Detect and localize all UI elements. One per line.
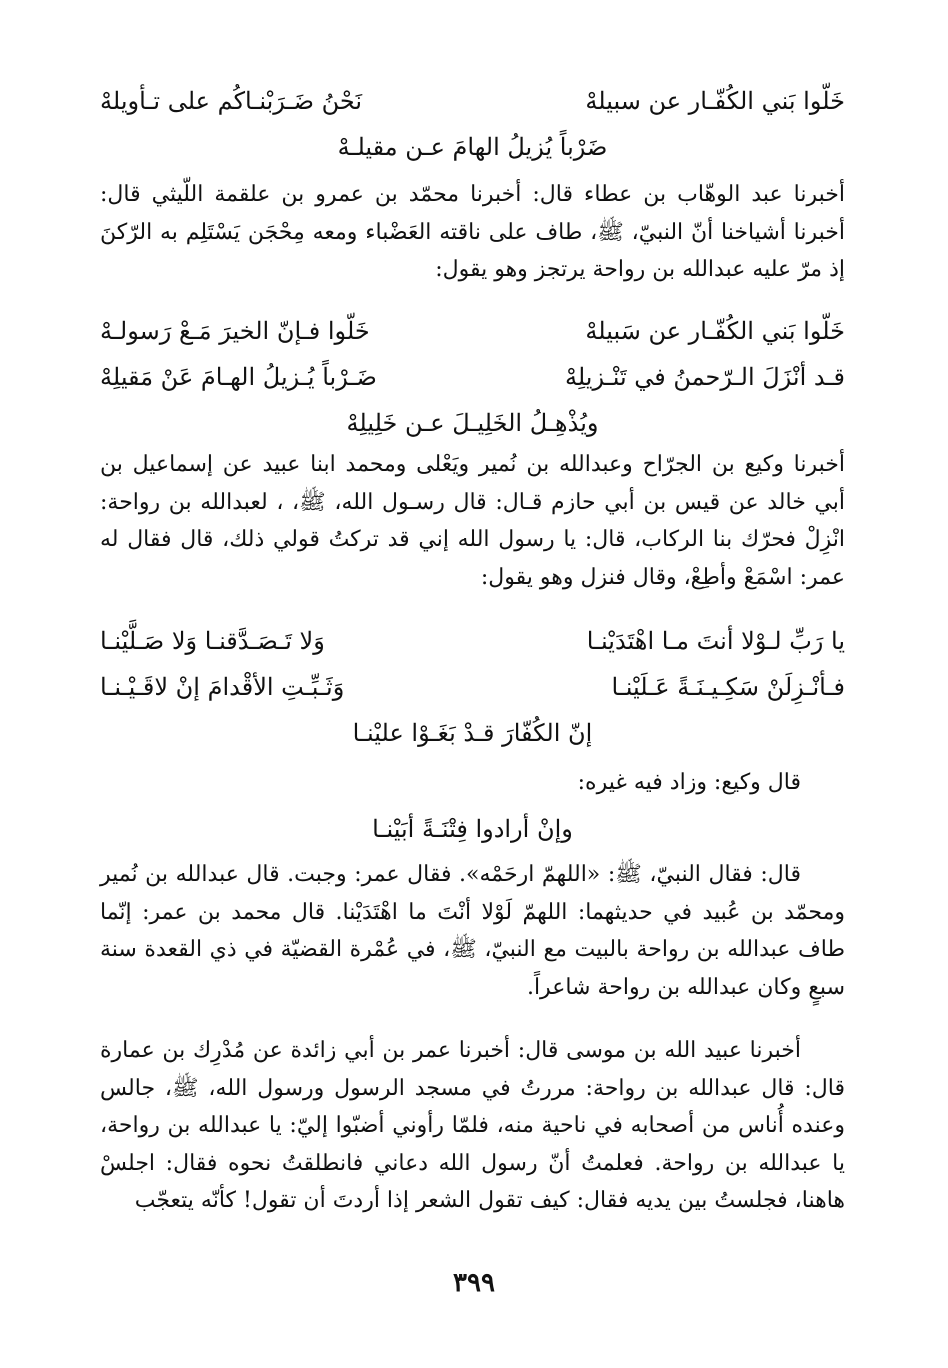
verse-line: وإنْ أرادوا فِتْنَـةً أبَيْنـا <box>372 815 573 843</box>
verse-line <box>100 354 845 400</box>
poem-2 <box>100 308 845 446</box>
verse-line: إنّ الكُفّارَ قـدْ بَغَـوْا عليْنـا <box>352 719 593 747</box>
paragraph-text: أخبرنا عبد الوهّاب بن عطاء قال: أخبرنا محمّد بن عمرو بن علقمة اللّيثي قال: أخبرنا أشياخنا أنّ النبيّ، ﷺ، طاف على ناقته العَضْباء ومعه مِحْجَن يَسْتَلِم به الرّكنَ إذ مرّ عليه عبدالله بن رواحة يرتجز وهو يقول: <box>100 182 846 282</box>
paragraph-5 <box>100 1032 845 1220</box>
paragraph-text: قال وكيع: وزاد فيه غيره: <box>577 770 801 795</box>
hemistich: وَلا تَـصَـدَّقنـا وَلا صَـلَّيْنـا <box>100 627 325 655</box>
hemistich: قـد أنْزَلَ الـرّحمنُ في تَنْـزيلِهْ <box>564 363 845 391</box>
paragraph-text: أخبرنا عبيد الله بن موسى قال: أخبرنا عمر بن أبي زائدة عن مُدْرِك بن عمارة قال: قال عبدالله بن رواحة: مررتُ في مسجد الرسول ورسول الله، ﷺ، جالس وعنده أُناس من أصحابه في ناحية منه، فلمّا رأوني أضبّوا إليّ: يا عبدالله بن رواحة، يا عبدالله بن رواحة. فعلمتُ أنّ رسول الله دعاني فانطلقتُ نحوه فقال: اجلسْ هاهنا، فجلستُ بين يديه فقال: كيف تقول الشعر إذا أردتَ أن تقول! كأنّه يتعجّب <box>100 1038 845 1213</box>
hemistich: يا رَبِّ لـوْلا أنتَ مـا اهْتَدَيْنـا <box>586 627 845 655</box>
paragraph-text: قال: فقال النبيّ، ﷺ: «اللهمّ ارحَمْه». فقال عمر: وجبت. قال عبدالله بن نُمير ومحمّد بن عُبيد في حديثهما: اللهمّ لَوْلا أنْتَ ما اهْتَدَيْنا. قال محمد بن عمر: إنّما طاف عبدالله بن رواحة بالبيت مع النبيّ، ﷺ، في عُمْرة القضيّة في ذي القعدة سنة سبعٍ وكان عبدالله بن رواحة شاعراً. <box>100 862 845 1000</box>
verse-line: ضَرْباً يُزيلُ الهامَ عـن مقيلـهْ <box>337 133 608 161</box>
hemistich: نَحْنُ ضَـرَبْنـاكُم على تـأويلهْ <box>100 87 363 115</box>
hemistich: فـأنْـزِلَنْ سَكِـيـنَـةً عَـلَيْنـا <box>611 673 845 701</box>
page-number: ٣٩٩ <box>453 1268 495 1298</box>
hemistich: ضَـرْباً يُـزيلُ الهـامَ عَنْ مَقيلِهْ <box>100 363 377 391</box>
paragraph-text: أخبرنا وكيع بن الجرّاح وعبدالله بن نُمير ويَعْلى ومحمد ابنا عبيد عن إسماعيل بن أبي خالد عن قيس بن أبي حازم قـال: قال رسـول الله، ﷺ، ، لعبدالله بن رواحة: انْزِلْ فحرّك بنا الركاب، قال: يا رسول الله إني قد تركتُ قولي ذلك، قال فقال له عمر: اسْمَعْ وأطِعْ، وقال فنزل وهو يقول: <box>100 452 846 590</box>
paragraph-2 <box>100 446 845 596</box>
hemistich: وَثَـبِّـتِ الأقْدامَ إنْ لاقَـيْـنـا <box>100 673 345 701</box>
verse-line <box>100 664 845 710</box>
verse-4 <box>100 806 845 852</box>
verse-line: ويُذْهِـلُ الخَلِيـلَ عـن خَلِيلِهْ <box>346 409 599 437</box>
hemistich: خَلّوا بَني الكُفّـار عن سبيلهْ <box>585 87 845 115</box>
verse-line <box>100 78 845 124</box>
paragraph-1 <box>100 176 845 289</box>
poem-1 <box>100 78 845 170</box>
hemistich: خَلّوا بَني الكُفّـار عن سَبيلهْ <box>585 317 845 345</box>
hemistich: خَلّوا فـإنّ الخيرَ مَـعْ رَسولـهْ <box>100 317 370 345</box>
verse-line <box>100 308 845 354</box>
verse-line <box>100 618 845 664</box>
poem-3 <box>100 618 845 756</box>
paragraph-4 <box>100 856 845 1006</box>
paragraph-3 <box>100 764 845 802</box>
